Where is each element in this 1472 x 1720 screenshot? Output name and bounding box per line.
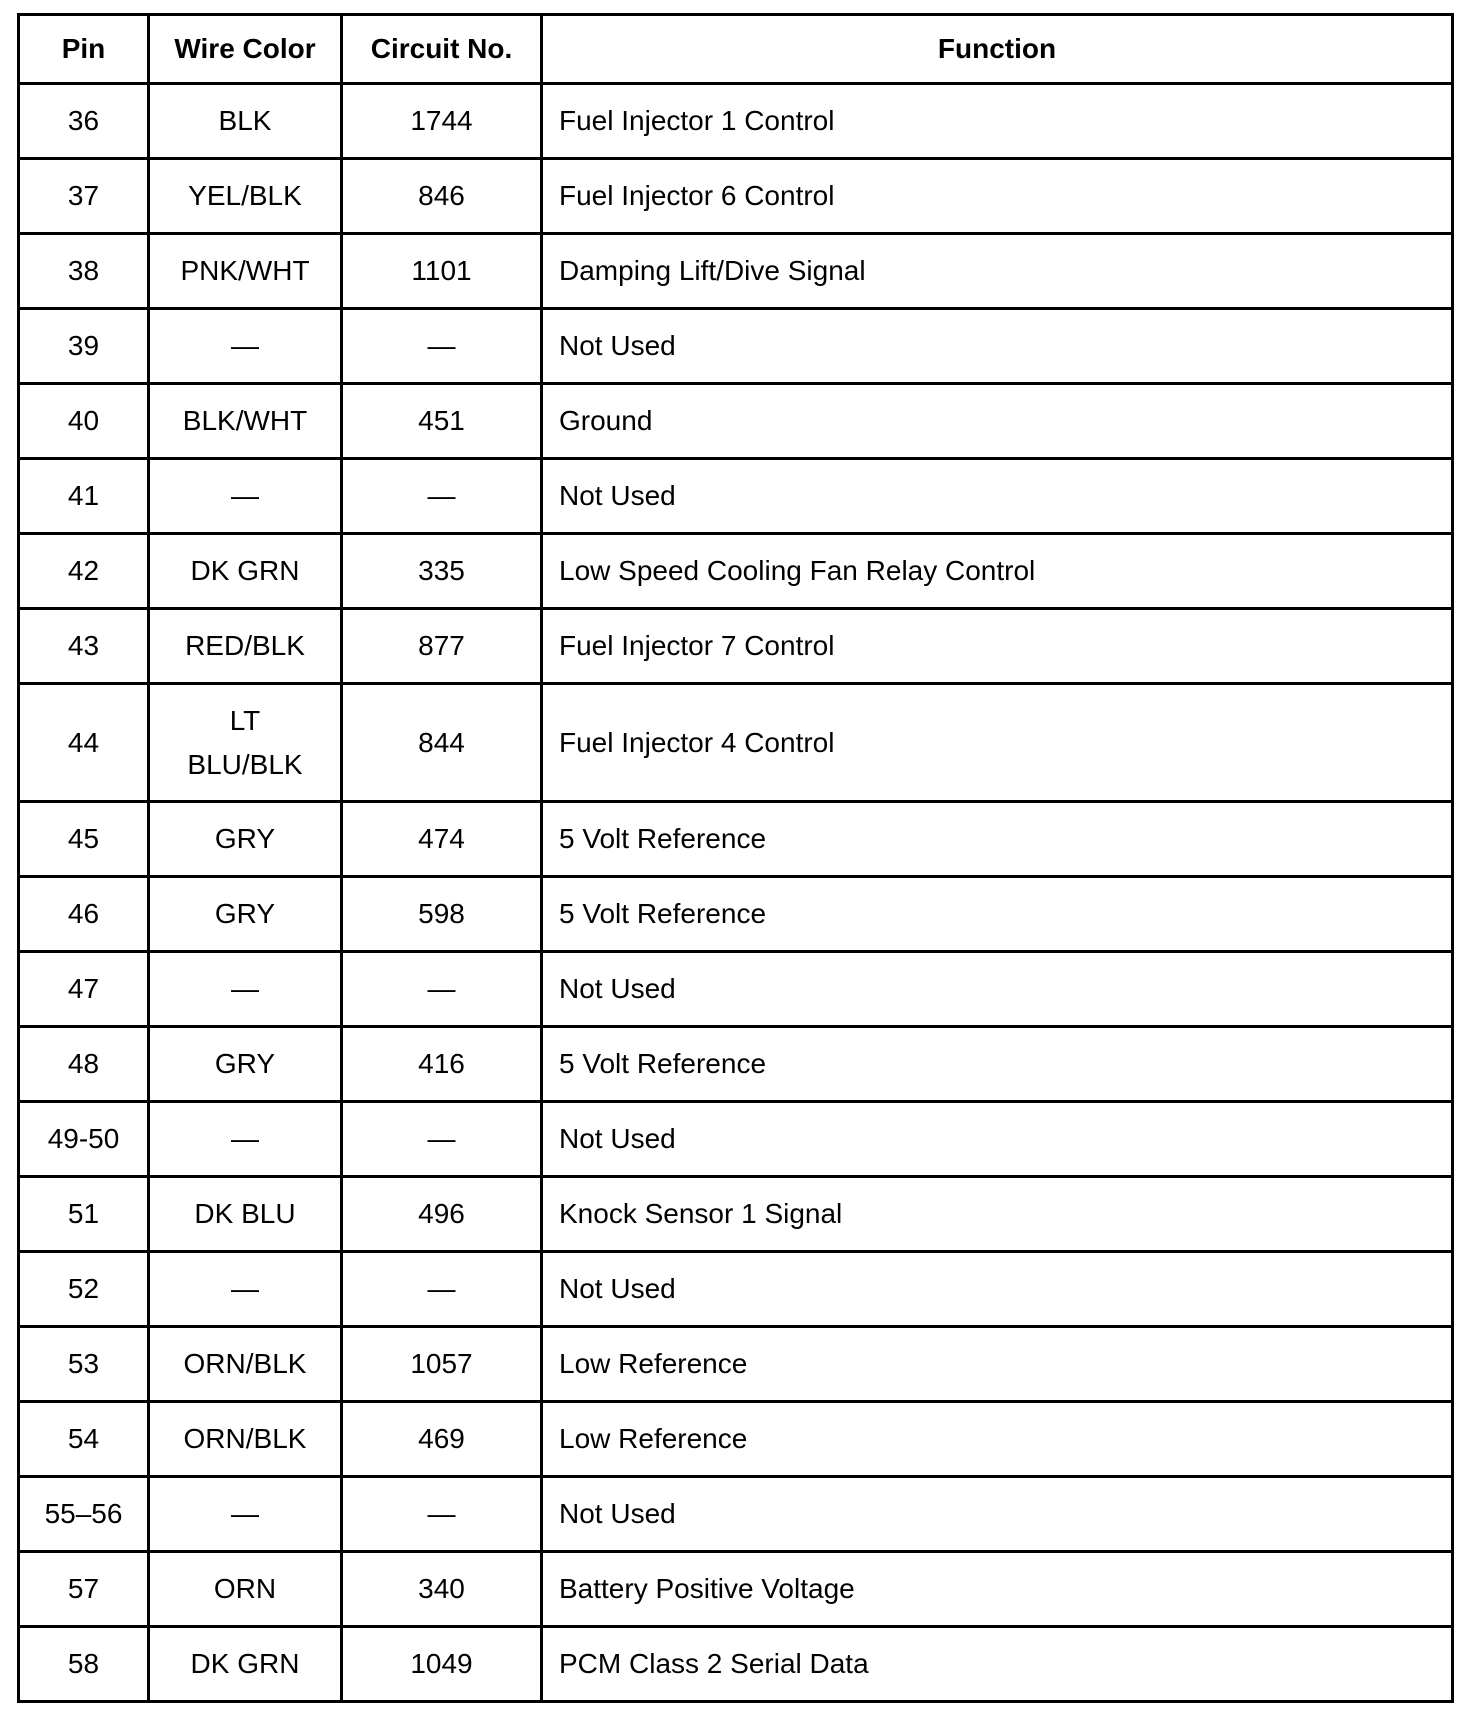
circuit-no-cell: — xyxy=(342,1477,542,1552)
pin-cell: 37 xyxy=(19,159,149,234)
circuit-no-cell: 877 xyxy=(342,609,542,684)
circuit-no-cell: 1101 xyxy=(342,234,542,309)
table-row xyxy=(19,309,1453,384)
table-body xyxy=(19,84,1453,1702)
connector-pin-table xyxy=(17,13,1454,1703)
wire-color-text: DK BLU xyxy=(194,1198,296,1229)
wire-color-cell xyxy=(149,952,342,1027)
function-cell: Damping Lift/Dive Signal xyxy=(542,234,1453,309)
wire-color-text: YEL/BLK xyxy=(188,180,302,211)
table-row xyxy=(19,159,1453,234)
table-row xyxy=(19,1477,1453,1552)
circuit-no-cell: 496 xyxy=(342,1177,542,1252)
table-row xyxy=(19,1177,1453,1252)
table-row xyxy=(19,384,1453,459)
wire-color-cell xyxy=(149,609,342,684)
table-row xyxy=(19,234,1453,309)
pin-table-container xyxy=(17,13,1451,1703)
header-function: Function xyxy=(542,15,1453,84)
function-cell: Fuel Injector 7 Control xyxy=(542,609,1453,684)
pin-cell: 45 xyxy=(19,802,149,877)
header-pin: Pin xyxy=(19,15,149,84)
circuit-no-cell: 416 xyxy=(342,1027,542,1102)
circuit-no-cell: 340 xyxy=(342,1552,542,1627)
wire-color-cell xyxy=(149,1177,342,1252)
header-wire-color: Wire Color xyxy=(149,15,342,84)
wire-color-cell xyxy=(149,384,342,459)
wire-color-cell xyxy=(149,1477,342,1552)
table-row xyxy=(19,802,1453,877)
wire-color-text: ORN/BLK xyxy=(183,1423,307,1454)
wire-color-text: DK GRN xyxy=(190,1648,300,1679)
circuit-no-cell: 451 xyxy=(342,384,542,459)
table-row xyxy=(19,1252,1453,1327)
table-row xyxy=(19,1552,1453,1627)
pin-cell: 49-50 xyxy=(19,1102,149,1177)
wire-color-text: — xyxy=(231,480,259,511)
wire-color-cell xyxy=(149,877,342,952)
wire-color-text: DK GRN xyxy=(190,555,300,586)
pin-cell: 39 xyxy=(19,309,149,384)
table-row xyxy=(19,459,1453,534)
header-circuit-no: Circuit No. xyxy=(342,15,542,84)
function-cell: Not Used xyxy=(542,309,1453,384)
table-row xyxy=(19,534,1453,609)
wire-color-cell xyxy=(149,234,342,309)
wire-color-cell xyxy=(149,1102,342,1177)
wire-color-text: PNK/WHT xyxy=(180,255,310,286)
pin-cell: 51 xyxy=(19,1177,149,1252)
pin-cell: 58 xyxy=(19,1627,149,1702)
pin-cell: 52 xyxy=(19,1252,149,1327)
circuit-no-cell: 598 xyxy=(342,877,542,952)
wire-color-text: ORN/BLK xyxy=(183,1348,307,1379)
wire-color-text: GRY xyxy=(214,1048,276,1079)
pin-cell: 38 xyxy=(19,234,149,309)
table-row xyxy=(19,952,1453,1027)
function-cell: Not Used xyxy=(542,459,1453,534)
function-cell: Not Used xyxy=(542,1102,1453,1177)
table-row xyxy=(19,1102,1453,1177)
pin-cell: 46 xyxy=(19,877,149,952)
wire-color-text: BLK/WHT xyxy=(182,405,308,436)
circuit-no-cell: 844 xyxy=(342,684,542,802)
circuit-no-cell: 1744 xyxy=(342,84,542,159)
function-cell: 5 Volt Reference xyxy=(542,1027,1453,1102)
wire-color-text: — xyxy=(231,1123,259,1154)
table-row xyxy=(19,84,1453,159)
wire-color-cell xyxy=(149,84,342,159)
wire-color-text: GRY xyxy=(214,898,276,929)
function-cell: Low Reference xyxy=(542,1327,1453,1402)
circuit-no-cell: — xyxy=(342,1252,542,1327)
circuit-no-cell: — xyxy=(342,309,542,384)
pin-cell: 53 xyxy=(19,1327,149,1402)
table-row xyxy=(19,1402,1453,1477)
table-row xyxy=(19,609,1453,684)
wire-color-cell xyxy=(149,309,342,384)
wire-color-cell xyxy=(149,1327,342,1402)
header-row xyxy=(19,15,1453,84)
table-row xyxy=(19,1627,1453,1702)
circuit-no-cell: 335 xyxy=(342,534,542,609)
wire-color-cell xyxy=(149,1552,342,1627)
pin-cell: 41 xyxy=(19,459,149,534)
pin-cell: 55–56 xyxy=(19,1477,149,1552)
table-row xyxy=(19,1327,1453,1402)
wire-color-text: GRY xyxy=(214,823,276,854)
pin-cell: 54 xyxy=(19,1402,149,1477)
circuit-no-cell: 1057 xyxy=(342,1327,542,1402)
wire-color-text: LT BLU/BLK xyxy=(187,704,303,780)
wire-color-text: BLK xyxy=(218,105,272,136)
circuit-no-cell: 1049 xyxy=(342,1627,542,1702)
function-cell: Not Used xyxy=(542,1477,1453,1552)
function-cell: Low Speed Cooling Fan Relay Control xyxy=(542,534,1453,609)
circuit-no-cell: — xyxy=(342,952,542,1027)
function-cell: Battery Positive Voltage xyxy=(542,1552,1453,1627)
wire-color-text: — xyxy=(231,1273,259,1304)
circuit-no-cell: — xyxy=(342,1102,542,1177)
function-cell: Knock Sensor 1 Signal xyxy=(542,1177,1453,1252)
wire-color-cell xyxy=(149,1027,342,1102)
wire-color-cell xyxy=(149,802,342,877)
pin-cell: 57 xyxy=(19,1552,149,1627)
function-cell: Not Used xyxy=(542,952,1453,1027)
circuit-no-cell: 474 xyxy=(342,802,542,877)
wire-color-cell xyxy=(149,534,342,609)
pin-cell: 44 xyxy=(19,684,149,802)
pin-cell: 42 xyxy=(19,534,149,609)
function-cell: Not Used xyxy=(542,1252,1453,1327)
function-cell: PCM Class 2 Serial Data xyxy=(542,1627,1453,1702)
table-row xyxy=(19,684,1453,802)
table-row xyxy=(19,1027,1453,1102)
pin-cell: 40 xyxy=(19,384,149,459)
function-cell: Fuel Injector 4 Control xyxy=(542,684,1453,802)
wire-color-text: — xyxy=(231,330,259,361)
function-cell: Ground xyxy=(542,384,1453,459)
wire-color-cell xyxy=(149,1402,342,1477)
circuit-no-cell: 469 xyxy=(342,1402,542,1477)
circuit-no-cell: — xyxy=(342,459,542,534)
wire-color-text: — xyxy=(231,1498,259,1529)
wire-color-cell xyxy=(149,1252,342,1327)
function-cell: 5 Volt Reference xyxy=(542,802,1453,877)
pin-cell: 47 xyxy=(19,952,149,1027)
circuit-no-cell: 846 xyxy=(342,159,542,234)
wire-color-text: — xyxy=(231,973,259,1004)
wire-color-text: RED/BLK xyxy=(185,630,305,661)
wire-color-cell xyxy=(149,684,342,802)
pin-cell: 48 xyxy=(19,1027,149,1102)
pin-cell: 43 xyxy=(19,609,149,684)
wire-color-cell xyxy=(149,159,342,234)
function-cell: Fuel Injector 1 Control xyxy=(542,84,1453,159)
function-cell: 5 Volt Reference xyxy=(542,877,1453,952)
table-row xyxy=(19,877,1453,952)
pin-cell: 36 xyxy=(19,84,149,159)
function-cell: Fuel Injector 6 Control xyxy=(542,159,1453,234)
wire-color-cell xyxy=(149,1627,342,1702)
wire-color-cell xyxy=(149,459,342,534)
function-cell: Low Reference xyxy=(542,1402,1453,1477)
wire-color-text: ORN xyxy=(213,1573,277,1604)
